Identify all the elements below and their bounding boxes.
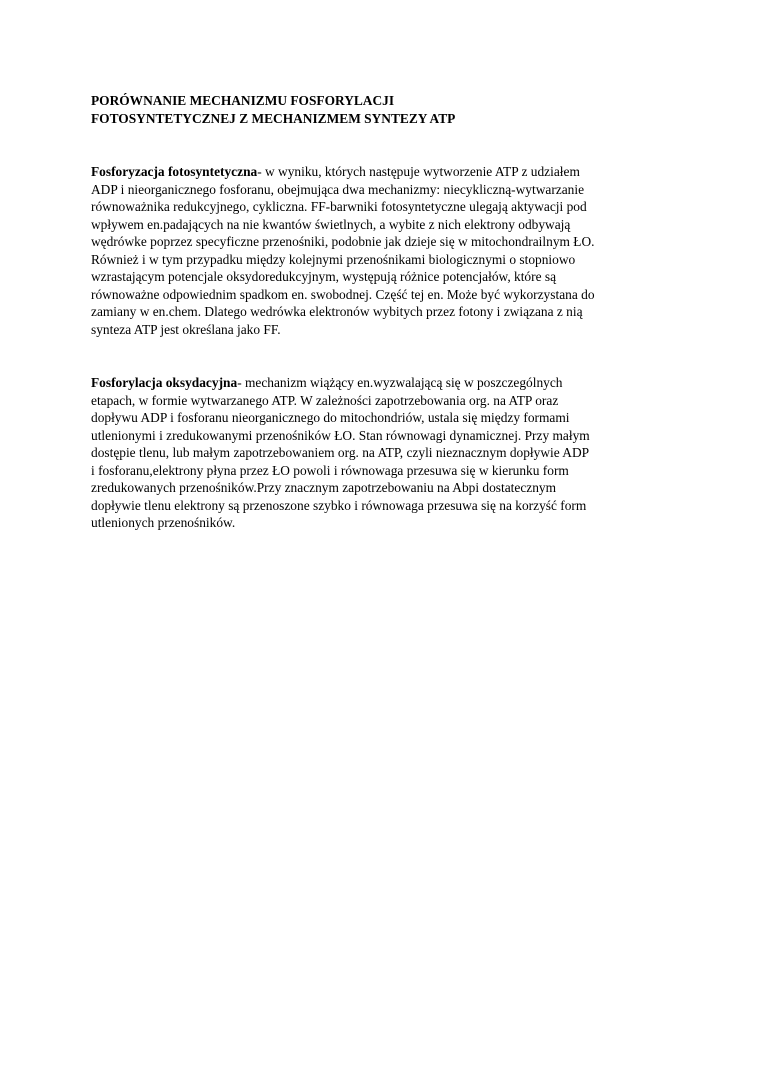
- title-line: FOTOSYNTETYCZNEJ Z MECHANIZMEM SYNTEZY ATP: [91, 110, 456, 126]
- paragraph-heading: Fosforyzacja fotosyntetyczna: [91, 164, 258, 179]
- paragraph-line: wzrastającym potencjale oksydoredukcyjnym, występują różnice potencjałów, które są: [91, 269, 557, 284]
- paragraph-line: równoważnika redukcyjnego, cykliczna. FF-barwniki fotosyntetyczne ulegają aktywacji pod: [91, 199, 587, 214]
- paragraph-line: etapach, w formie wytwarzanego ATP. W zależności zapotrzebowania org. na ATP oraz: [91, 392, 559, 408]
- paragraph-oxidative-phosphorylation: [91, 374, 681, 532]
- document-title: [91, 92, 681, 127]
- title-line: PORÓWNANIE MECHANIZMU FOSFORYLACJI: [91, 93, 395, 108]
- paragraph-line: dopływu ADP i fosforanu nieorganicznego do mitochondriów, ustala się między formami: [91, 410, 570, 425]
- paragraph-line: dopływie tlenu elektrony są przenoszone szybko i równowaga przesuwa się na korzyść form: [91, 497, 587, 513]
- paragraph-line: utlenionymi i zredukowanymi przenośników ŁO. Stan równowagi dynamicznej. Przy małym: [91, 427, 590, 443]
- paragraph-line: wpływem en.padających na nie kwantów świetlnych, a wybite z nich elektrony odbywają: [91, 216, 571, 232]
- paragraph-line: [91, 374, 681, 392]
- paragraph-text: - w wyniku, których następuje wytworzenie ATP z udziałem: [257, 164, 580, 179]
- paragraph-line: ADP i nieorganicznego fosforanu, obejmująca dwa mechanizmy: niecykliczną-wytwarzanie: [91, 181, 585, 197]
- paragraph-line: równoważne odpowiednim spadkom en. swobodnej. Część tej en. Może być wykorzystana do: [91, 286, 595, 302]
- paragraph-line: Również i w tym przypadku między kolejnymi przenośnikami biologicznymi o stopniowo: [91, 251, 576, 267]
- paragraph-heading: Fosforylacja oksydacyjna: [91, 375, 238, 390]
- paragraph-line: i fosforanu,elektrony płyna przez ŁO powoli i równowaga przesuwa się w kierunku form: [91, 462, 569, 478]
- paragraph-photosynthetic-phosphorylation: [91, 163, 681, 338]
- paragraph-line: zamiany w en.chem. Dlatego wedrówka elektronów wybitych przez fotony i związana z nią: [91, 304, 583, 319]
- paragraph-line: [91, 163, 681, 181]
- paragraph-line: synteza ATP jest określana jako FF.: [91, 321, 281, 337]
- paragraph-line: utlenionych przenośników.: [91, 515, 236, 530]
- paragraph-text: - mechanizm wiążący en.wyzwalającą się w poszczególnych: [237, 375, 563, 390]
- paragraph-line: dostępie tlenu, lub małym zapotrzebowaniem org. na ATP, czyli nieznacznym dopływie ADP: [91, 445, 590, 460]
- paragraph-line: wędrówke poprzez specyficzne przenośniki, podobnie jak dzieje się w mitochondrailnym ŁO.: [91, 234, 595, 249]
- paragraph-line: zredukowanych przenośników.Przy znacznym zapotrzebowaniu na Abpi dostatecznym: [91, 480, 557, 495]
